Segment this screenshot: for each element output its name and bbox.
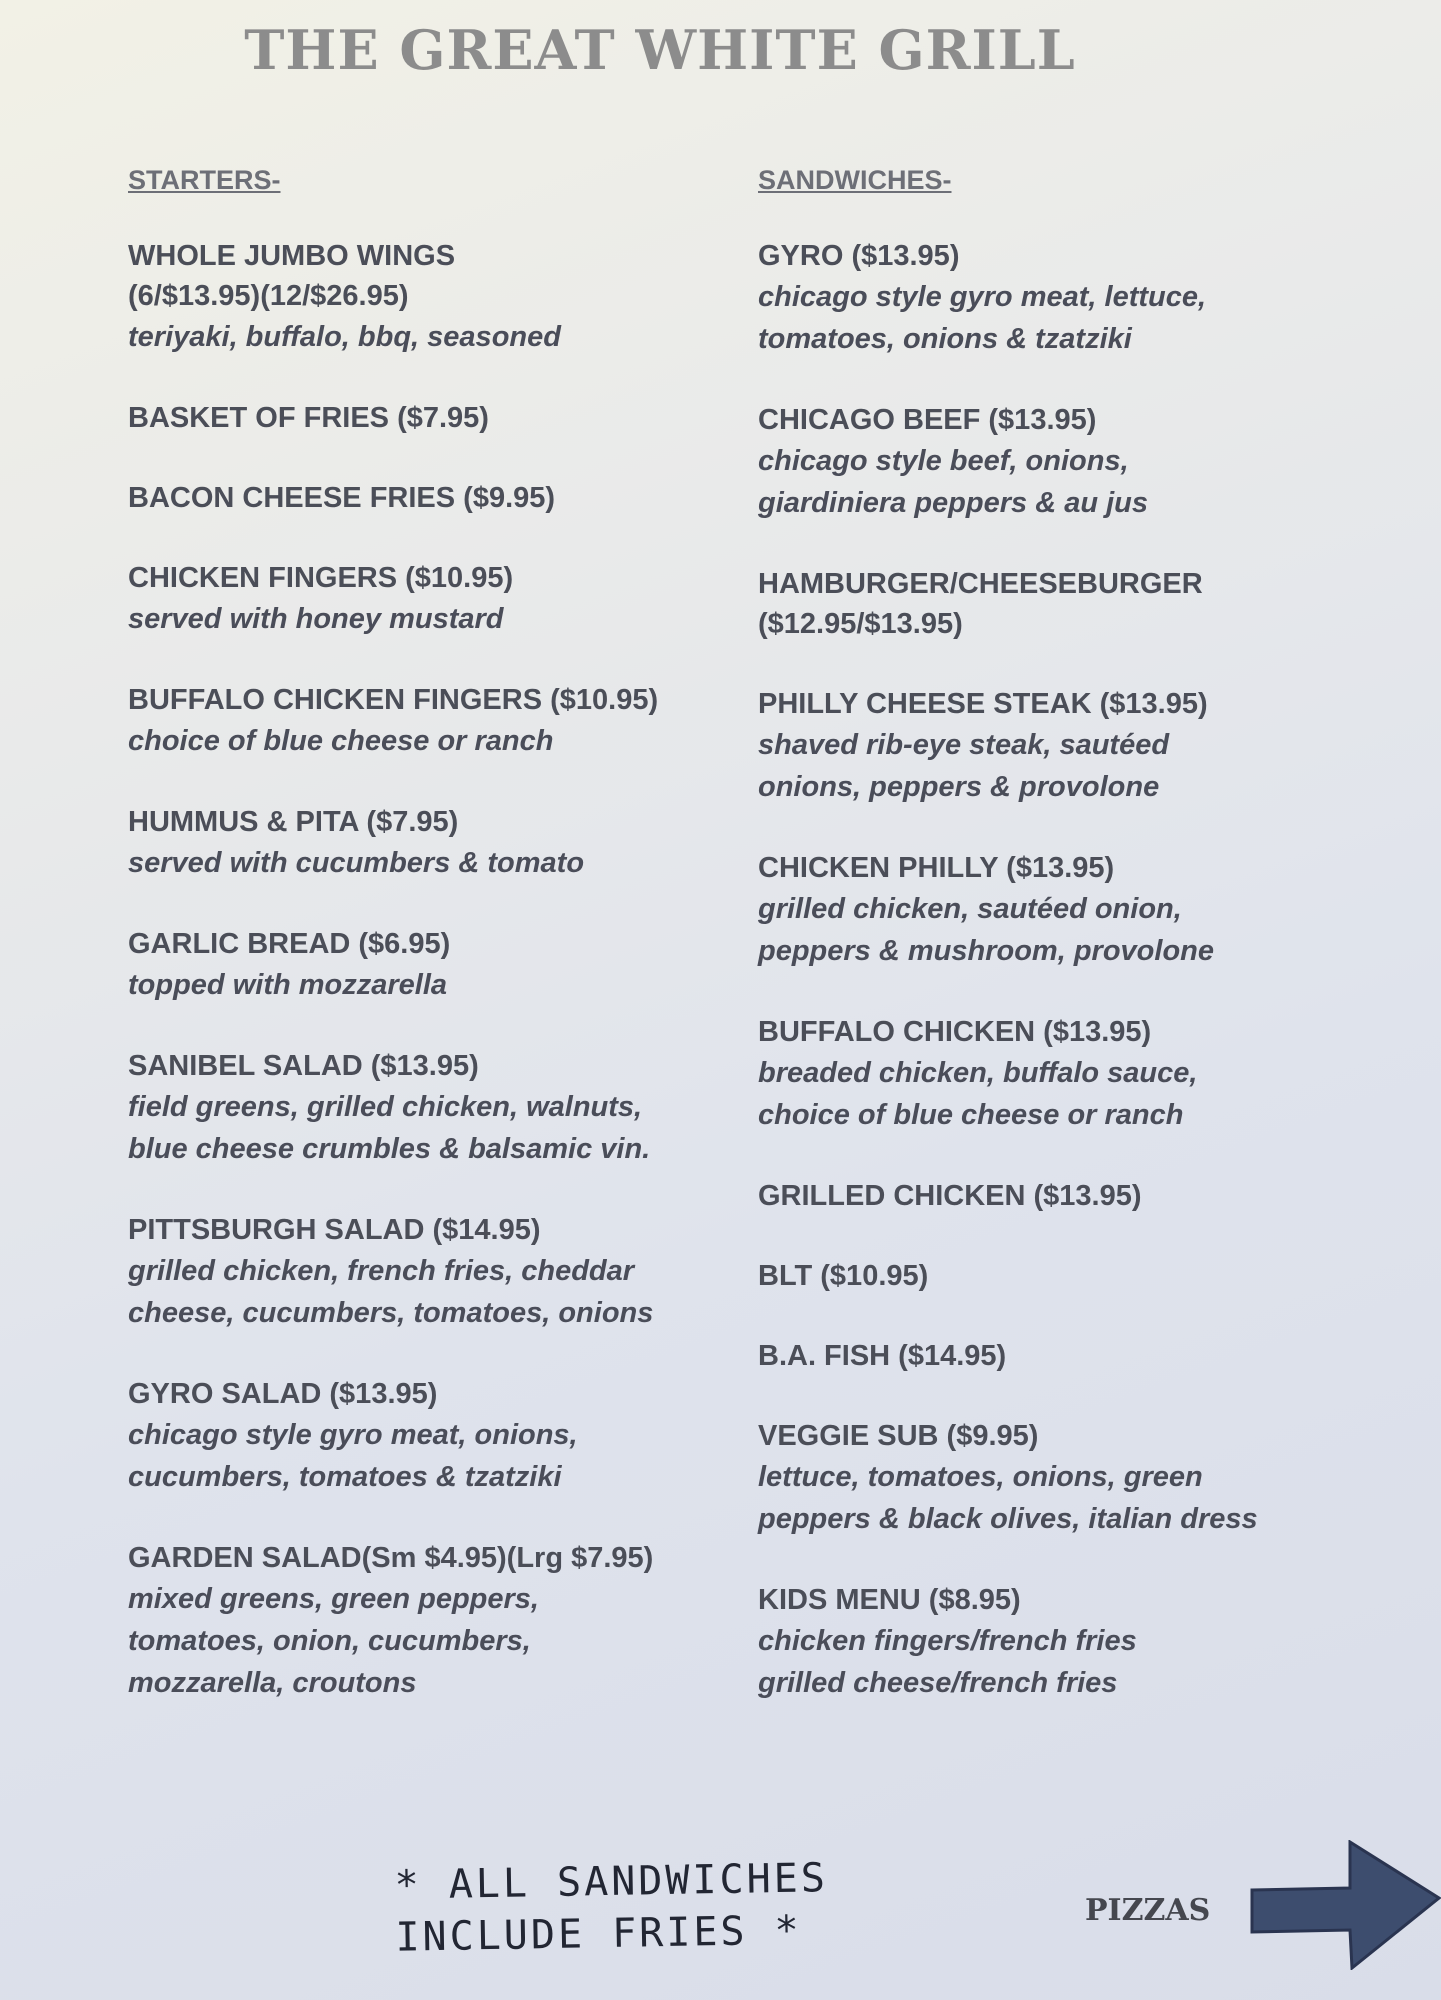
menu-item-description: chicago style gyro meat, onions, cucumbers, tomatoes & tzatziki [128,1419,578,1493]
menu-item-description: choice of blue cheese or ranch [128,725,554,757]
menu-item-name: B.A. FISH ($14.95) [758,1340,1007,1372]
menu-item-description: served with cucumbers & tomato [128,847,585,879]
menu-item-description: chicken fingers/french fries grilled cheese/french fries [758,1625,1137,1699]
menu-item [128,1374,718,1498]
menu-item-name: PITTSBURGH SALAD ($14.95) [128,1214,541,1246]
menu-item [758,684,1358,808]
menu-item-name: HUMMUS & PITA ($7.95) [128,806,459,838]
menu-item-description: grilled chicken, sautéed onion, peppers & mushroom, provolone [758,893,1214,967]
menu-item [758,564,1358,644]
menu-item [758,1416,1358,1540]
sandwiches-section [758,165,1358,1744]
menu-item [758,1012,1358,1136]
menu-item-description: topped with mozzarella [128,969,448,1001]
menu-item-name: GYRO SALAD ($13.95) [128,1378,438,1410]
menu-item [758,1580,1358,1704]
sandwiches-heading: SANDWICHES- [758,165,952,195]
menu-item-name: GRILLED CHICKEN ($13.95) [758,1180,1142,1212]
menu-item [128,1046,718,1170]
menu-item [758,1336,1358,1376]
menu-item [128,1210,718,1334]
handwritten-note: * ALL SANDWICHES INCLUDE FRIES * [394,1855,829,1961]
menu-item-name: CHICAGO BEEF ($13.95) [758,404,1097,436]
menu-item-name: BUFFALO CHICKEN ($13.95) [758,1016,1152,1048]
menu-item [758,400,1358,524]
menu-item-description: mixed greens, green peppers, tomatoes, onion, cucumbers, mozzarella, croutons [128,1583,539,1699]
menu-item-name: BASKET OF FRIES ($7.95) [128,402,489,434]
menu-item [128,802,718,884]
menu-item [128,680,718,762]
menu-item-name: PHILLY CHEESE STEAK ($13.95) [758,688,1208,720]
menu-item-description: teriyaki, buffalo, bbq, seasoned [128,321,561,353]
menu-item-description: chicago style gyro meat, lettuce, tomatoes, onions & tzatziki [758,281,1207,355]
menu-item [758,236,1358,360]
menu-item-name: GYRO ($13.95) [758,240,960,272]
menu-item-name: BACON CHEESE FRIES ($9.95) [128,482,556,514]
menu-item-description: breaded chicken, buffalo sauce, choice of blue cheese or ranch [758,1057,1198,1131]
menu-item-description: grilled chicken, french fries, cheddar cheese, cucumbers, tomatoes, onions [128,1255,654,1329]
menu-item-description: shaved rib-eye steak, sautéed onions, peppers & provolone [758,729,1170,803]
starters-heading: STARTERS- [128,165,281,195]
starters-list [128,236,718,1704]
menu-item-name: GARLIC BREAD ($6.95) [128,928,451,960]
menu-item [128,924,718,1006]
pizzas-label: PIZZAS [1085,1893,1211,1928]
menu-item [758,1256,1358,1296]
menu-title: THE GREAT WHITE GRILL [244,18,1076,82]
menu-item-description: lettuce, tomatoes, onions, green peppers & black olives, italian dress [758,1461,1258,1535]
sandwiches-list [758,236,1358,1704]
menu-item-name: GARDEN SALAD(Sm $4.95)(Lrg $7.95) [128,1542,654,1574]
menu-item-description: field greens, grilled chicken, walnuts, blue cheese crumbles & balsamic vin. [128,1091,651,1165]
right-arrow-icon [1250,1840,1441,1970]
menu-item [128,398,718,438]
menu-item [128,236,718,358]
menu-item-name: KIDS MENU ($8.95) [758,1584,1021,1616]
menu-item [758,1176,1358,1216]
menu-item [128,558,718,640]
menu-item-name: CHICKEN PHILLY ($13.95) [758,852,1115,884]
menu-item-name: BLT ($10.95) [758,1260,929,1292]
menu-item-name: HAMBURGER/CHEESEBURGER ($12.95/$13.95) [758,568,1203,640]
menu-item-name: VEGGIE SUB ($9.95) [758,1420,1039,1452]
menu-item-name: BUFFALO CHICKEN FINGERS ($10.95) [128,684,659,716]
menu-item [128,478,718,518]
menu-item [758,848,1358,972]
menu-item-description: chicago style beef, onions, giardiniera peppers & au jus [758,445,1148,519]
menu-item-name: SANIBEL SALAD ($13.95) [128,1050,479,1082]
menu-item-name: WHOLE JUMBO WINGS (6/$13.95)(12/$26.95) [128,240,456,312]
menu-item-description: served with honey mustard [128,603,504,635]
starters-section [128,165,718,1744]
menu-item-name: CHICKEN FINGERS ($10.95) [128,562,514,594]
menu-item [128,1538,718,1704]
